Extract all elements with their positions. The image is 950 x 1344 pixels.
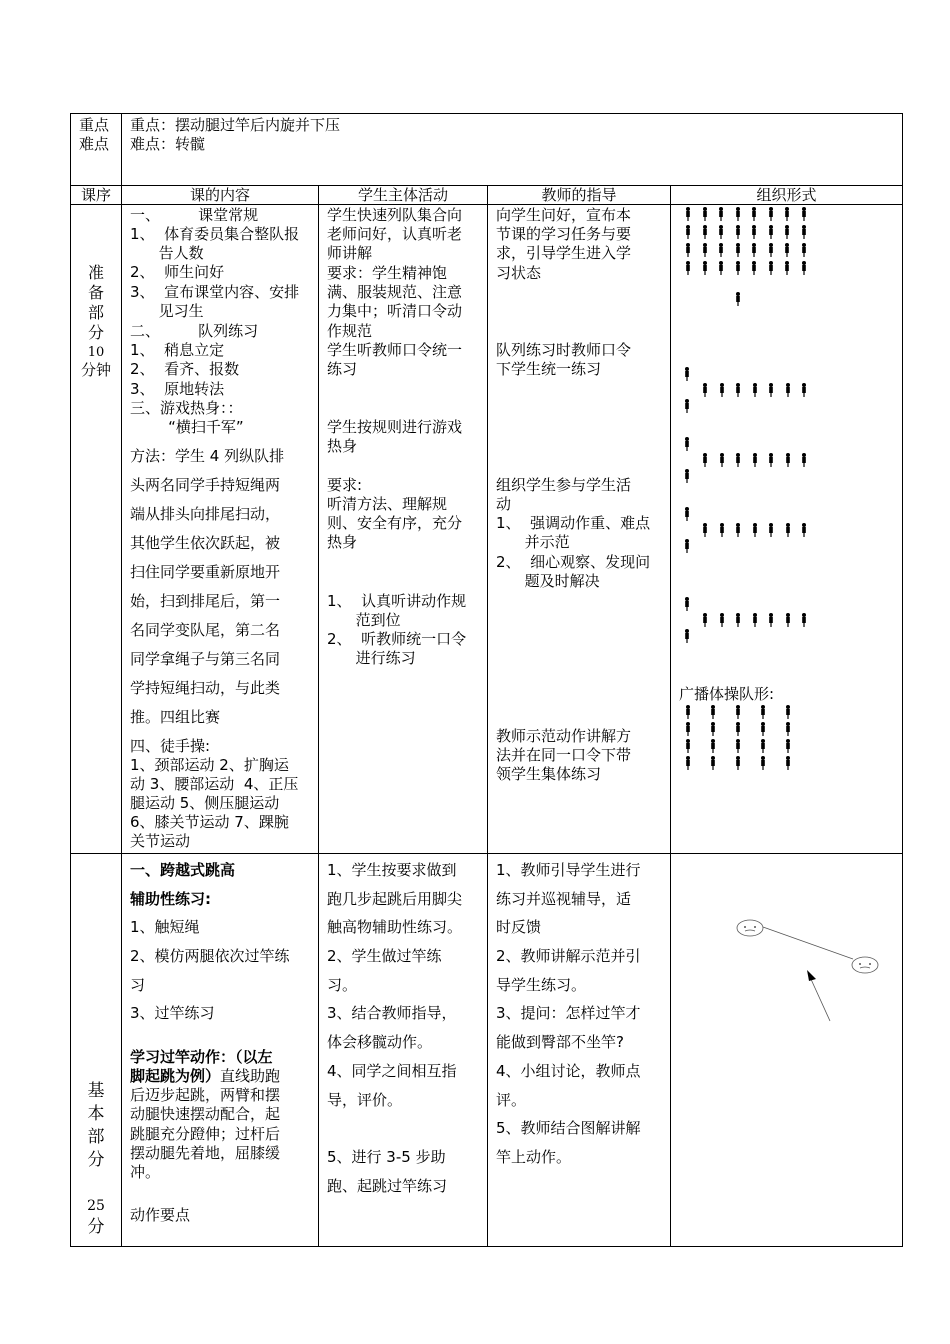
student-figure-icon [801, 225, 807, 239]
learn-title: 学习过竿动作：（以左 [130, 1048, 273, 1066]
learn-title-line2 [130, 1067, 280, 1087]
student-figure-icon [785, 739, 791, 753]
aux-item: 习 [130, 976, 146, 994]
col-header-student: 学生主体活动 [357, 186, 448, 204]
student-line: 学生按规则进行游戏 [327, 418, 463, 436]
basic-teacher-line: 导学生练习。 [496, 976, 587, 994]
student-figure-icon [785, 613, 791, 627]
prep-content-line: 见习生 [130, 302, 204, 320]
student-figure-icon [702, 523, 708, 537]
col-header-content: 课的内容 [189, 186, 250, 204]
student-figure-icon [785, 756, 791, 770]
student-figure-icon [719, 453, 725, 467]
student-figure-icon [768, 225, 774, 239]
student-figure-icon [768, 523, 774, 537]
basic-label-2: 本 [87, 1104, 105, 1124]
student-figure-icon [685, 243, 691, 257]
student-figure-icon [685, 207, 691, 221]
basic-teacher-line: 评。 [496, 1091, 527, 1109]
student-figure-icon [719, 613, 725, 627]
student-figure-icon [702, 383, 708, 397]
prep-content-line: 3、 宣布课堂内容、安排 [130, 283, 300, 301]
col-divider-4 [670, 185, 671, 1247]
student-figure-icon [785, 722, 791, 736]
basic-teacher-line: 时反馈 [496, 918, 542, 936]
freehand-line: 四、徒手操: [130, 737, 211, 755]
student-figure-icon [784, 261, 790, 275]
table-top-border [70, 113, 903, 114]
teacher-line: 教师示范动作讲解方 [496, 727, 632, 745]
basic-student-line: 跑几步起跳后用脚尖 [327, 890, 463, 908]
student-figure-icon [702, 225, 708, 239]
basic-student-line: 触高物辅助性练习。 [327, 918, 463, 936]
student-figure-icon [735, 225, 741, 239]
basic-teacher-line: 练习并巡视辅导，适 [496, 890, 632, 908]
student-line: 1、 认真听讲动作规 [327, 592, 467, 610]
student-line: 热身 [327, 533, 358, 551]
col-divider-1 [121, 113, 122, 1247]
key-point-text: 重点：摆动腿过竿后内旋并下压 [130, 116, 341, 134]
teacher-line: 求，引导学生进入学 [496, 244, 632, 262]
student-line: 则、安全有序，充分 [327, 514, 463, 532]
basic-label-1: 基 [87, 1081, 105, 1101]
teacher-line: 习状态 [496, 264, 542, 282]
student-figure-icon [735, 523, 741, 537]
student-line: 要求: [327, 476, 363, 494]
student-figure-icon [702, 207, 708, 221]
student-figure-icon [751, 243, 757, 257]
student-figure-icon [735, 292, 741, 306]
learn-line: 跳腿充分蹬伸；过杆后 [130, 1125, 281, 1143]
student-line: 2、 听教师统一口令 [327, 630, 467, 648]
col-header-organization: 组织形式 [756, 186, 817, 204]
basic-student-line: 导，评价。 [327, 1091, 403, 1109]
learn-title-cont: 脚起跳为例） [130, 1067, 221, 1085]
student-figure-icon [718, 261, 724, 275]
crossbar-line [763, 927, 853, 959]
freehand-line: 关节运动 [130, 832, 191, 850]
col-divider-2 [318, 185, 319, 1247]
student-figure-icon [752, 523, 758, 537]
basic-student-line: 4、同学之间相互指 [327, 1062, 457, 1080]
basic-student-line: 习。 [327, 976, 358, 994]
keypoint-header-1: 重点 [79, 116, 110, 134]
aux-item: 2、模仿两腿依次过竿练 [130, 947, 290, 965]
learn-line: 冲。 [130, 1163, 161, 1181]
student-figure-icon [801, 243, 807, 257]
prep-label-3: 部 [87, 303, 104, 322]
student-figure-icon [685, 261, 691, 275]
student-figure-icon [760, 756, 766, 770]
freehand-line: 动 3、腰部运动 4、正压 [130, 775, 299, 793]
student-figure-icon [735, 756, 741, 770]
key-action-label: 动作要点 [130, 1206, 191, 1224]
student-figure-icon [735, 705, 741, 719]
student-figure-icon [735, 207, 741, 221]
student-figure-icon [760, 705, 766, 719]
student-figure-icon [760, 739, 766, 753]
student-line: 老师问好，认真听老 [327, 225, 463, 243]
method-line: 推。四组比赛 [130, 708, 221, 726]
basic-teacher-line: 1、教师引导学生进行 [496, 861, 641, 879]
basic-minutes-num: 25 [87, 1198, 105, 1214]
student-figure-icon [768, 261, 774, 275]
teacher-line: 组织学生参与学生活 [496, 476, 632, 494]
student-figure-icon [684, 367, 690, 381]
teacher-line: 动 [496, 495, 512, 513]
face-icon [737, 920, 763, 936]
student-line: 学生听教师口令统一 [327, 341, 463, 359]
student-figure-icon [801, 383, 807, 397]
prep-content-line: “横扫千军” [130, 418, 244, 436]
face-icon [852, 957, 878, 973]
student-figure-icon [768, 207, 774, 221]
learn-inline: 直线助跑 [220, 1067, 281, 1085]
method-line: 端从排头向排尾扫动， [130, 505, 281, 523]
prep-content-line: 告人数 [130, 244, 204, 262]
teacher-line: 向学生问好，宣布本 [496, 206, 632, 224]
prep-content-line: 3、 原地转法 [130, 380, 225, 398]
method-line: 方法：学生 4 列纵队排 [130, 447, 285, 465]
basic-teacher-line: 2、教师讲解示范并引 [496, 947, 641, 965]
basic-teacher-line: 3、提问：怎样过竿才 [496, 1004, 641, 1022]
student-figure-icon [752, 613, 758, 627]
student-figure-icon [702, 613, 708, 627]
student-figure-icon [768, 243, 774, 257]
student-line: 作规范 [327, 322, 373, 340]
prep-content-line: 2、 师生问好 [130, 263, 225, 281]
student-figure-icon [785, 523, 791, 537]
student-figure-icon [784, 243, 790, 257]
aux-item: 3、过竿练习 [130, 1004, 215, 1022]
basic-teacher-line: 能做到臀部不坐竿? [496, 1033, 624, 1051]
student-line: 满、服装规范、注意 [327, 283, 463, 301]
student-figure-icon [735, 613, 741, 627]
student-figure-icon [718, 207, 724, 221]
student-line: 进行练习 [327, 649, 416, 667]
student-figure-icon [719, 383, 725, 397]
arrow-head-icon [807, 970, 816, 981]
teacher-line: 题及时解决 [496, 572, 600, 590]
basic-student-line: 体会移髋动作。 [327, 1033, 433, 1051]
student-figure-icon [702, 243, 708, 257]
learn-line: 后迈步起跳，两臂和摆 [130, 1086, 281, 1104]
student-figure-icon [801, 523, 807, 537]
student-figure-icon [710, 756, 716, 770]
teacher-line: 节课的学习任务与要 [496, 225, 632, 243]
student-figure-icon [801, 613, 807, 627]
difficult-point-text: 难点：转髋 [130, 135, 206, 153]
student-figure-icon [760, 722, 766, 736]
basic-teacher-line: 竿上动作。 [496, 1148, 572, 1166]
student-figure-icon [768, 383, 774, 397]
student-figure-icon [684, 597, 690, 611]
basic-label-4: 分 [87, 1150, 105, 1170]
method-line: 学持短绳扫动，与此类 [130, 679, 281, 697]
student-figure-icon [702, 261, 708, 275]
student-figure-icon [684, 629, 690, 643]
prep-content-line: 1、 稍息立定 [130, 341, 225, 359]
student-figure-icon [735, 383, 741, 397]
learn-line: 摆动腿先着地，屈膝缓 [130, 1144, 281, 1162]
student-figure-icon [784, 207, 790, 221]
student-figure-icon [685, 225, 691, 239]
student-line: 听清方法、理解规 [327, 495, 448, 513]
student-figure-icon [685, 756, 691, 770]
student-line: 要求：学生精神饱 [327, 264, 448, 282]
student-figure-icon [718, 243, 724, 257]
aux-item: 1、触短绳 [130, 918, 200, 936]
prep-content-line: 1、 体育委员集合整队报 [130, 225, 300, 243]
student-figure-icon [752, 383, 758, 397]
basic-title: 一、跨越式跳高 [130, 861, 236, 879]
table-right-border [902, 113, 903, 1247]
basic-student-line: 3、结合教师指导， [327, 1004, 457, 1022]
method-line: 头两名同学手持短绳两 [130, 476, 281, 494]
basic-label-3: 部 [87, 1127, 105, 1147]
student-figure-icon [684, 507, 690, 521]
prep-content-line: 2、 看齐、报数 [130, 360, 240, 378]
student-figure-icon [735, 722, 741, 736]
teacher-line: 队列练习时教师口令 [496, 341, 632, 359]
student-figure-icon [751, 261, 757, 275]
basic-student-line: 5、进行 3-5 步助 [327, 1148, 446, 1166]
student-figure-icon [784, 225, 790, 239]
prep-minutes-num: 10 [87, 345, 105, 360]
formation-label: 广播体操队形: [679, 685, 775, 703]
teacher-line: 领学生集体练习 [496, 765, 602, 783]
basic-student-line: 跑、起跳过竿练习 [327, 1177, 448, 1195]
student-figure-icon [735, 243, 741, 257]
student-figure-icon [719, 523, 725, 537]
col-divider-3 [487, 185, 488, 1247]
student-line: 范到位 [327, 611, 401, 629]
prep-minutes-unit: 分钟 [80, 361, 111, 379]
student-figure-icon [685, 705, 691, 719]
teacher-line: 法并在同一口令下带 [496, 746, 632, 764]
basic-student-line: 2、学生做过竿练 [327, 947, 442, 965]
student-figure-icon [785, 705, 791, 719]
method-line: 同学拿绳子与第三名同 [130, 650, 281, 668]
student-line: 热身 [327, 437, 358, 455]
prep-content-line: 二、 队列练习 [130, 322, 259, 340]
teacher-line: 1、 强调动作重、难点 [496, 514, 651, 532]
student-figure-icon [768, 613, 774, 627]
student-figure-icon [718, 225, 724, 239]
student-figure-icon [735, 453, 741, 467]
student-figure-icon [751, 207, 757, 221]
freehand-line: 6、膝关节运动 7、踝腕 [130, 813, 289, 831]
method-line: 名同学变队尾，第二名 [130, 621, 281, 639]
student-line: 力集中；听清口令动 [327, 302, 463, 320]
basic-teacher-line: 5、教师结合图解讲解 [496, 1119, 641, 1137]
student-figure-icon [801, 453, 807, 467]
student-figure-icon [768, 453, 774, 467]
student-line: 师讲解 [327, 244, 373, 262]
student-figure-icon [684, 469, 690, 483]
student-figure-icon [801, 261, 807, 275]
student-figure-icon [685, 739, 691, 753]
teacher-line: 下学生统一练习 [496, 360, 602, 378]
student-line: 学生快速列队集合向 [327, 206, 463, 224]
prep-label-4: 分 [87, 323, 104, 342]
student-figure-icon [685, 722, 691, 736]
prep-content-line: 三、游戏热身：： [130, 399, 243, 417]
student-figure-icon [702, 453, 708, 467]
prep-content-line: 一、 课堂常规 [130, 206, 259, 224]
student-figure-icon [751, 225, 757, 239]
teacher-line: 并示范 [496, 533, 570, 551]
aux-practice-title: 辅助性练习: [130, 890, 211, 908]
learn-line: 动腿快速摆动配合，起 [130, 1105, 281, 1123]
basic-student-line: 1、学生按要求做到 [327, 861, 457, 879]
col-header-teacher: 教师的指导 [541, 186, 617, 204]
student-line: 练习 [327, 360, 358, 378]
method-line: 其他学生依次跃起，被 [130, 534, 281, 552]
freehand-line: 腿运动 5、侧压腿运动 [130, 794, 280, 812]
student-figure-icon [735, 261, 741, 275]
student-figure-icon [801, 207, 807, 221]
keypoint-header-2: 难点 [79, 135, 110, 153]
high-jump-diagram [730, 915, 890, 1025]
col-header-sequence: 课序 [80, 186, 111, 204]
basic-teacher-line: 4、小组讨论，教师点 [496, 1062, 641, 1080]
student-figure-icon [752, 453, 758, 467]
basic-minutes-unit: 分 [87, 1217, 105, 1237]
student-figure-icon [785, 383, 791, 397]
student-figure-icon [735, 739, 741, 753]
student-figure-icon [684, 399, 690, 413]
student-figure-icon [684, 437, 690, 451]
teacher-line: 2、 细心观察、发现问 [496, 553, 651, 571]
student-figure-icon [710, 739, 716, 753]
method-line: 扫住同学要重新原地开 [130, 563, 281, 581]
prep-label-2: 备 [87, 283, 104, 302]
method-line: 始，扫到排尾后，第一 [130, 592, 281, 610]
approach-path-line [810, 977, 830, 1021]
freehand-line: 1、颈部运动 2、扩胸运 [130, 756, 289, 774]
student-figure-icon [710, 705, 716, 719]
student-figure-icon [785, 453, 791, 467]
prep-label-1: 准 [87, 263, 104, 282]
student-figure-icon [710, 722, 716, 736]
student-figure-icon [684, 539, 690, 553]
